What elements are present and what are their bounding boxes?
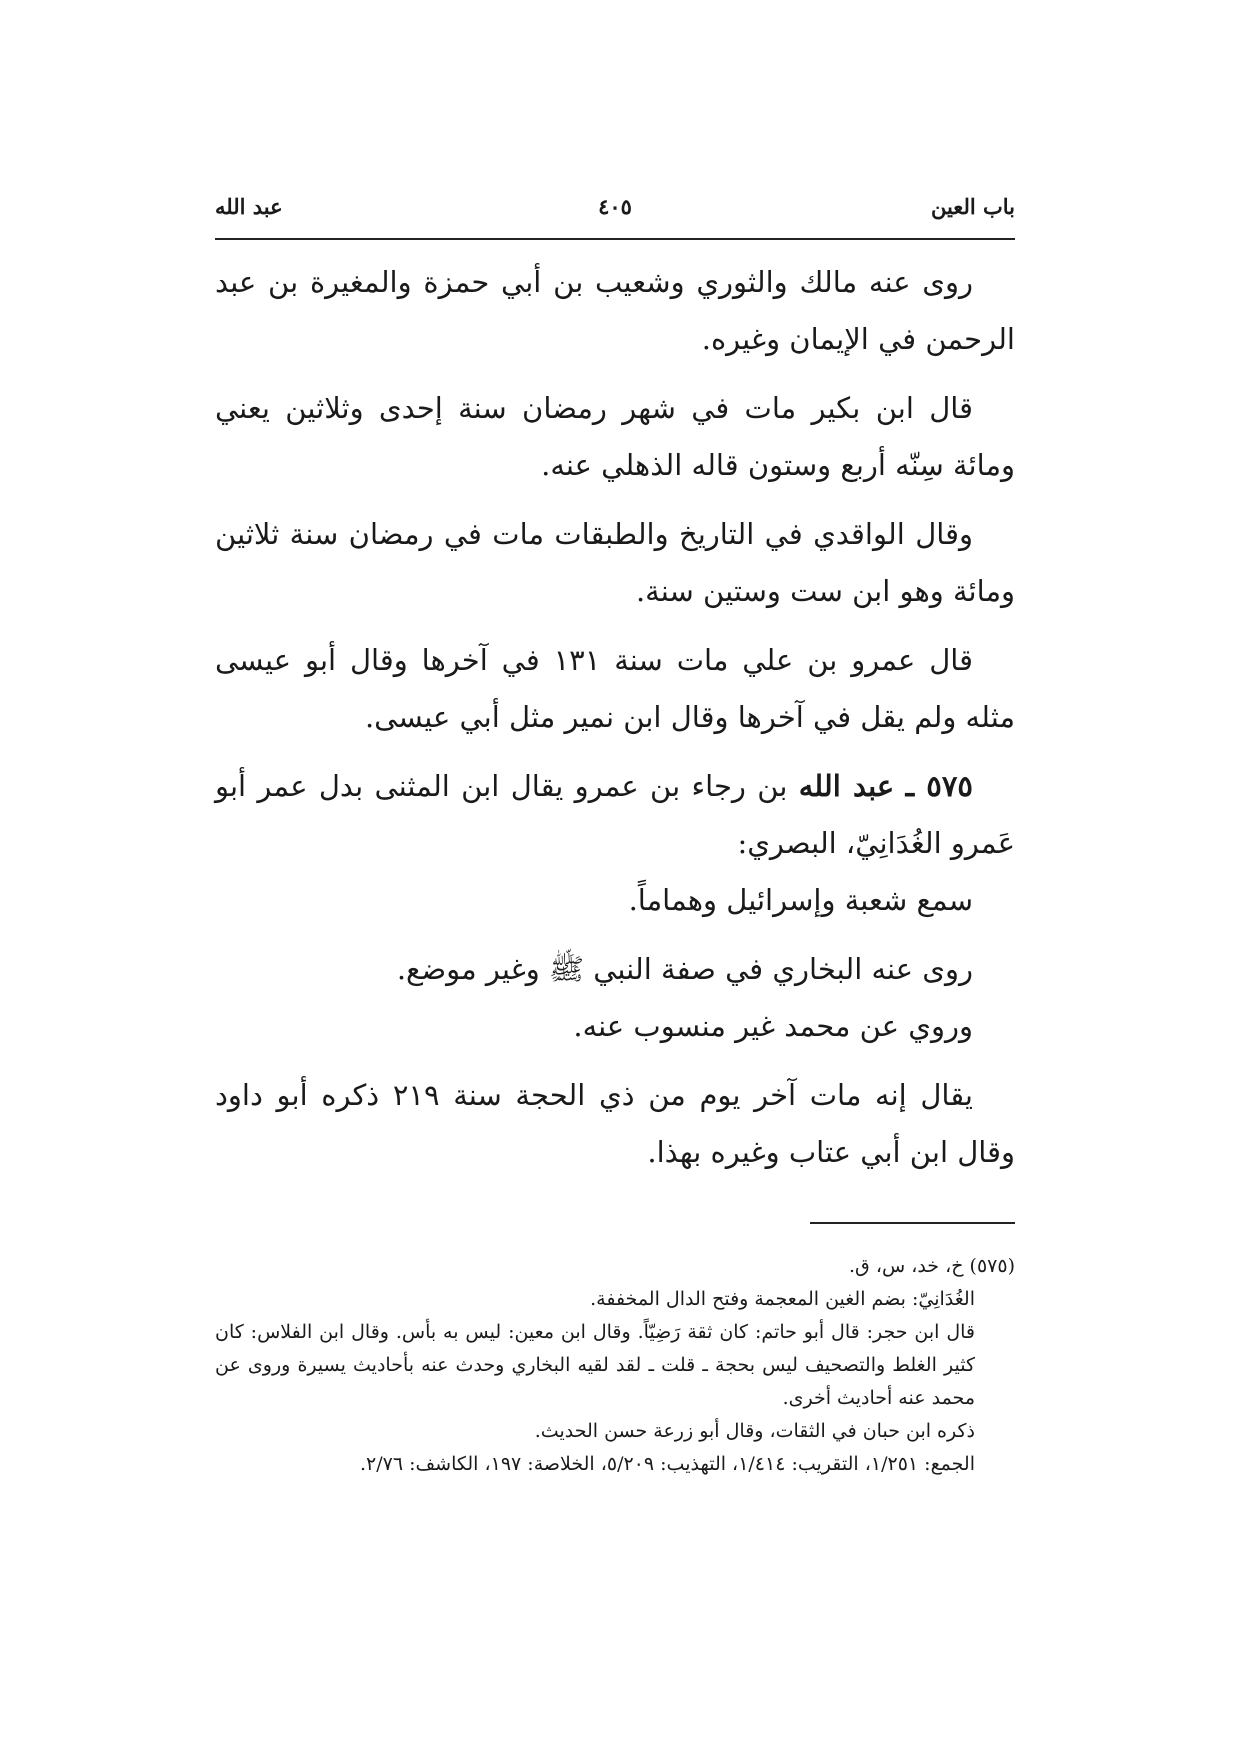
main-text xyxy=(215,254,1015,1181)
paragraph-death: يقال إنه مات آخر يوم من ذي الحجة سنة ٢١٩ ذكره أبو داود وقال ابن أبي عتاب وغيره بهذا. xyxy=(215,1078,1015,1169)
section-title: عبد الله xyxy=(215,194,283,219)
paragraph-narrators: روى عنه مالك والثوري وشعيب بن أبي حمزة والمغيرة بن عبد الرحمن في الإيمان وغيره. xyxy=(215,265,1015,356)
entry-name: عبد الله xyxy=(798,769,895,803)
footnote-pronunciation: الغُدَانِيّ: بضم الغين المعجمة وفتح الدال المخففة. xyxy=(590,1288,975,1310)
paragraph-waqidi: وقال الواقدي في التاريخ والطبقات مات في رمضان سنة ثلاثين ومائة وهو ابن ست وستين سنة. xyxy=(215,517,1015,608)
paragraph-ibn-bukayr: قال ابن بكير مات في شهر رمضان سنة إحدى وثلاثين يعني ومائة سِنّه أربع وستون قاله الذهلي عنه. xyxy=(215,391,1015,482)
entry-heading xyxy=(215,758,1015,872)
paragraph-bukhari: روى عنه البخاري في صفة النبي ﷺ وغير موضع. xyxy=(396,952,973,986)
paragraph-heard: سمع شعبة وإسرائيل وهماماً. xyxy=(628,883,973,917)
footnote-sources: (٥٧٥) خ، خد، س، ق. xyxy=(849,1255,1015,1277)
paragraph-amr-ibn-ali: قال عمرو بن علي مات سنة ١٣١ في آخرها وقال أبو عيسى مثله ولم يقل في آخرها وقال ابن نمير مثل أبي عيسى. xyxy=(215,643,1015,734)
footnote-references: الجمع: ١/٢٥١، التقريب: ١/٤١٤، التهذيب: ٥/٢٠٩، الخلاصة: ١٩٧، الكاشف: ٢/٧٦. xyxy=(359,1453,975,1475)
page-number: ٤٠٥ xyxy=(598,194,632,219)
paragraph-muhammad: وروي عن محمد غير منسوب عنه. xyxy=(573,1009,973,1043)
footnote-divider xyxy=(810,1222,1015,1224)
chapter-title: باب العين xyxy=(930,194,1015,219)
running-header xyxy=(215,180,1015,240)
entry-number: ٥٧٥ ـ xyxy=(905,769,974,803)
footnote-ibn-hajar: قال ابن حجر: قال أبو حاتم: كان ثقة رَضِيّاً. وقال ابن معين: ليس به بأس. وقال ابن الفلاس: كان كثير الغلط والتصحيف ليس بحجة ـ قلت ـ لقد لقيه البخاري وحدث عنه بأحاديث يسيرة وروى عن محمد عنه أحاديث أخرى. xyxy=(215,1321,975,1409)
entry-lineage: بن رجاء بن عمرو يقال ابن المثنى بدل عمر أبو عَمرو الغُدَانِيّ، البصري: xyxy=(215,769,1015,860)
book-page xyxy=(215,180,1015,1560)
footnote-ibn-hibban: ذكره ابن حبان في الثقات، وقال أبو زرعة حسن الحديث. xyxy=(534,1420,975,1442)
footnotes xyxy=(215,1250,1015,1481)
